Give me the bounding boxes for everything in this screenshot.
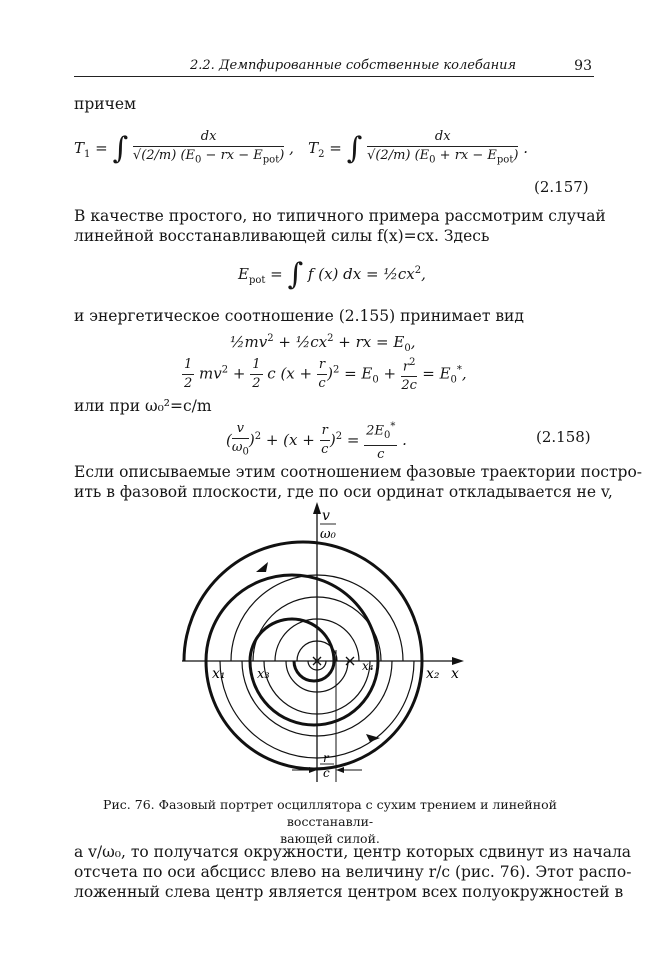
paragraph-circles-line2: отсчета по оси абсцисс влево на величину r/c (рис. 76). Этот распо-	[74, 863, 632, 881]
label-x1: x₁	[212, 666, 226, 682]
label-x2: x₂	[426, 666, 440, 682]
equation-energy-1: $\frac{1}{2}mv^2$ + $\frac{1}{2}cx^2$ + rx = $E_0$,	[230, 333, 416, 354]
x-axis-arrow	[452, 657, 464, 665]
page-number: 93	[574, 58, 592, 74]
paragraph-energy: и энергетическое соотношение (2.155) принимает вид	[74, 307, 524, 325]
shift-label-c: c	[323, 766, 330, 780]
equation-epot: $E_{pot}$ = ∫ f (x) dx = $\frac{1}{2}cx^2$,	[238, 257, 426, 292]
equation-energy-2: $\frac{1}{2}$ $mv^2$ + $\frac{1}{2}$ c (x + $\frac{r}{c}$ )$^2 = E_0$ + $\frac{r^2}{2c}$ = $E_0^*$,	[182, 354, 467, 395]
x-axis-label: x	[451, 666, 459, 682]
equation-t1-t2: $T_1$ = ∫ $\frac{dx}{√(2/m) (E_0 - rx - E_{pot})}$ , $T_2$ = ∫ $\frac{dx}{√(2/m) (E_0 + rx - E_{pot})}$ .	[74, 129, 528, 166]
phase-portrait-figure	[170, 500, 480, 790]
paragraph-circles-line1: а v/ω₀, то получатся окружности, центр которых сдвинут из начала	[74, 843, 632, 861]
paragraph-omega: или при ω₀²=c/m	[74, 397, 212, 415]
header-title: 2.2. Демпфированные собственные колебания	[190, 58, 517, 73]
trajectory-arrow-bottom	[366, 734, 380, 742]
caption-line-2: вающей силой.	[280, 831, 380, 846]
y-axis-arrow	[313, 502, 321, 514]
caption-line-1: Рис. 76. Фазовый портрет осциллятора с сухим трением и линейной восстанавли-	[103, 797, 557, 829]
equation-number-157: (2.157)	[534, 178, 589, 196]
paragraph-phase-line2: ить в фазовой плоскости, где по оси ординат откладывается не v,	[74, 483, 613, 501]
paragraph-circles-line3: ложенный слева центр является центром всех полуокружностей в	[74, 883, 624, 901]
equation-number-158: (2.158)	[536, 428, 591, 446]
figure-caption	[70, 796, 590, 847]
paragraph-intro: причем	[74, 95, 137, 113]
trajectory-arrow-top	[256, 562, 268, 572]
label-x4: x₄	[362, 659, 374, 673]
paragraph-example-line2: линейной восстанавливающей силы f(x)=cx. Здесь	[74, 227, 490, 245]
equation-158: ( $\frac{v}{\omega_0}$ )$^2$ + (x + $\frac{r}{c}$ )$^2$ = $\frac{2E_0^*}{c}$ .	[226, 418, 407, 464]
running-header	[74, 58, 594, 77]
paragraph-phase-line1: Если описываемые этим соотношением фазовые траектории постро-	[74, 463, 643, 481]
shift-label-r: r	[323, 751, 329, 765]
label-x3: x₃	[257, 667, 270, 682]
paragraph-example-line1: В качестве простого, но типичного примера рассмотрим случай	[74, 207, 606, 225]
y-axis-label-omega: ω₀	[320, 527, 336, 542]
y-axis-label-v: v	[322, 508, 330, 524]
